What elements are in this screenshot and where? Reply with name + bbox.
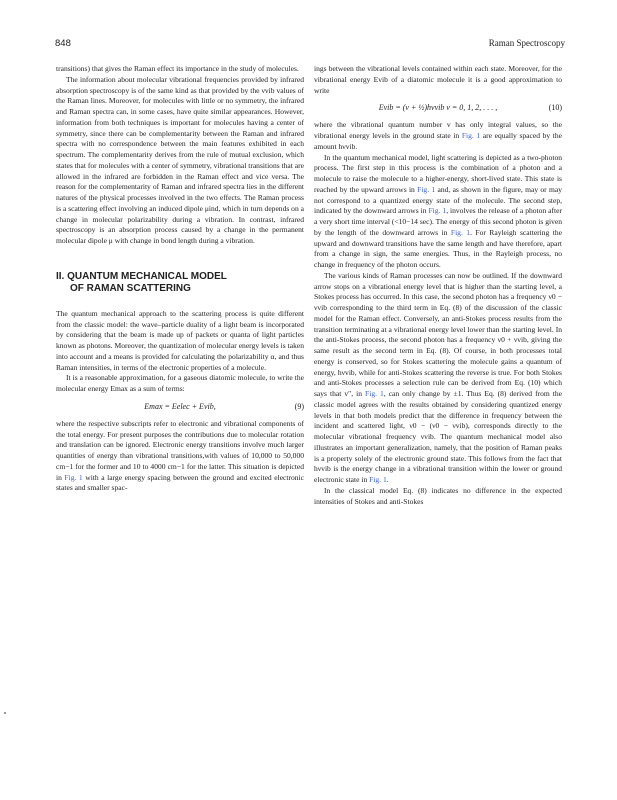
page-number: 848: [55, 38, 71, 49]
paragraph: [314, 153, 562, 271]
text-run: and, as shown in the figure, may or may not correspond to a quantized energy state of the molecule. The second step, indicated by the downward arrows in: [314, 184, 562, 216]
text-run: .: [386, 475, 389, 484]
paragraph: The information about molecular vibrational frequencies provided by infrared absorption spectroscopy is of the same kind as that provided by the νvib values of the Raman lines. Moreover, for molecules with little or no symmetry, the infrared and Raman spectra can, in some cases, have quite similar appearances. However, information from both techniques is important for molecules having a center of symmetry, since there can be complementarity between the Raman and infrared spectra with no correspondence between the main features exhibited in each spectrum. The complementarity derives from the rule of mutual exclusion, which states that for molecules with a center of symmetry, vibrational transitions that are allowed in the infrared are forbidden in the Raman effect and vice versa. The reason for the complementarity of Raman and infrared spectra lies in the different natures of the physical processes involved in the two effects. The Raman process is a scattering effect involving an induced dipole μind, which in turn depends on a change in molecular polarizability during a vibration. In contrast, infrared spectroscopy is an absorption process caused by a change in the permanent molecular dipole μ with change in bond length during a vibration.: [56, 74, 304, 245]
equation-number: (9): [294, 401, 304, 411]
figure-link[interactable]: Fig. 1: [461, 131, 481, 140]
paragraph: ings between the vibrational levels contained within each state. Moreover, for the vibrational energy Evib of a diatomic molecule it is a good approximation to write: [314, 64, 562, 95]
figure-link[interactable]: Fig. 1: [417, 184, 436, 194]
section-heading-line: OF RAMAN SCATTERING: [70, 282, 191, 294]
running-title: Raman Spectroscopy: [488, 38, 565, 48]
equation-body: Evib = (v + ½)hνvib v = 0, 1, 2, . . . ,: [378, 103, 498, 113]
text-run: In the quantum mechanical model, light scattering is depicted as a two-photon process. The first step in this process is the combination of a photon and a molecule to raise the molecule to a higher-energy, short-lived state. This state is reached by the upward arrows in: [314, 152, 562, 194]
figure-link[interactable]: Fig. 1: [428, 206, 447, 216]
paragraph: [314, 271, 562, 486]
equation-number: (10): [548, 103, 562, 113]
figure-link[interactable]: Fig. 1: [369, 475, 387, 484]
text-run: are equally spaced by the amount hνvib.: [314, 131, 562, 151]
text-run: with a large energy spacing between the ground and excited electronic states and smaller spac-: [56, 472, 304, 493]
section-heading: [56, 271, 304, 295]
paragraph: It is a reasonable approximation, for a gaseous diatomic molecule, to write the molecular energy Emax as a sum of terms:: [56, 373, 304, 393]
page-header: [55, 38, 565, 52]
section-heading-line: II. QUANTUM MECHANICAL MODEL: [56, 270, 227, 282]
text-run: . For Rayleigh scattering the upward and downward transitions have the same length and have therefore, apart from a change in sign, the same energies. Thus, in the Rayleigh process, no change in frequency of the photon occurs.: [314, 227, 562, 269]
paragraph: [314, 120, 562, 152]
text-run: where the respective subscripts refer to electronic and vibrational components of the total energy. For present purposes the contributions due to molecular rotation and translation can be ignored. Electronic energy transitions involve much larger quantities of energy than vibrational transitions,with values of 10,000 to 50,000 cm−1 for the former and 10 to 4000 cm−1 for the latter. This situation is depicted in: [56, 418, 304, 482]
figure-link[interactable]: Fig. 1: [64, 472, 83, 482]
equation-body: Emax = Eelec + Evib,: [144, 401, 216, 411]
scan-mark: [4, 712, 6, 714]
text-run: , involves the release of a photon after a very short time interval (<10−14 sec). The energy of this second photon is given by the length of the downward arrows in: [314, 206, 562, 237]
equation-10: [314, 96, 562, 120]
equation-9: [56, 395, 304, 419]
left-column: [56, 64, 304, 494]
paragraph: In the classical model Eq. (8) indicates no difference in the expected intensities of Stokes and anti-Stokes: [314, 485, 562, 506]
text-run: where the vibrational quantum number v has only integral values, so the vibrational energy levels in the ground state in: [314, 120, 562, 140]
paragraph: transitions) that gives the Raman effect its importance in the study of molecules.: [56, 64, 299, 73]
text-run: , can only change by ±1. Thus Eq. (8) derived from the classic model agrees with the results obtained by considering quantized energy levels in that both models predict that the difference in frequency between the incident and scattered light, ν0 − (ν0 − νvib), corresponds directly to the molecular vibrational frequency νvib. The quantum mechanical model also illustrates an important generalization, namely, that the position of Raman peaks is a property solely of the electronic ground state. This follows from the fact that hνvib is the energy change in a vibrational transition within the lower or ground electronic state in: [314, 389, 562, 484]
paragraph: [56, 419, 304, 494]
figure-link[interactable]: Fig. 1: [450, 227, 471, 237]
text-run: The various kinds of Raman processes can now be outlined. If the downward arrow stops on a vibrational energy level that is higher than the starting level, a Stokes process has occurred. In this case, the second photon has a frequency ν0 − νvib corresponding to the third term in Eq. (8) of the discussion of the classic model for the Raman effect. Conversely, an anti-Stokes process results from the transition terminating at a vibrational energy level lower than the starting level. In the anti-Stokes process, the second photon has a frequency ν0 + νvib, giving the same result as the second term in Eq. (8). Of course, in both processes total energy is conserved, so for Stokes scattering the molecule gains a quantum of energy, hνvib, while for anti-Stokes scattering the reverse is true. For both Stokes and anti-Stokes processes a selection rule can be derived from Eq. (10) which says that v″, in: [314, 270, 562, 398]
figure-link[interactable]: Fig. 1: [365, 389, 384, 398]
paragraph: The quantum mechanical approach to the scattering process is quite different from the classic model: the wave–particle duality of a light beam is incorporated by considering that the beam is made up of packets or quanta of light particles known as photons. Moreover, the quantization of molecular energy levels is taken into account and a means is provided for calculating the polarizability α, and thus Raman intensities, in terms of the electronic properties of a molecule.: [56, 308, 304, 372]
right-column: [314, 64, 562, 507]
